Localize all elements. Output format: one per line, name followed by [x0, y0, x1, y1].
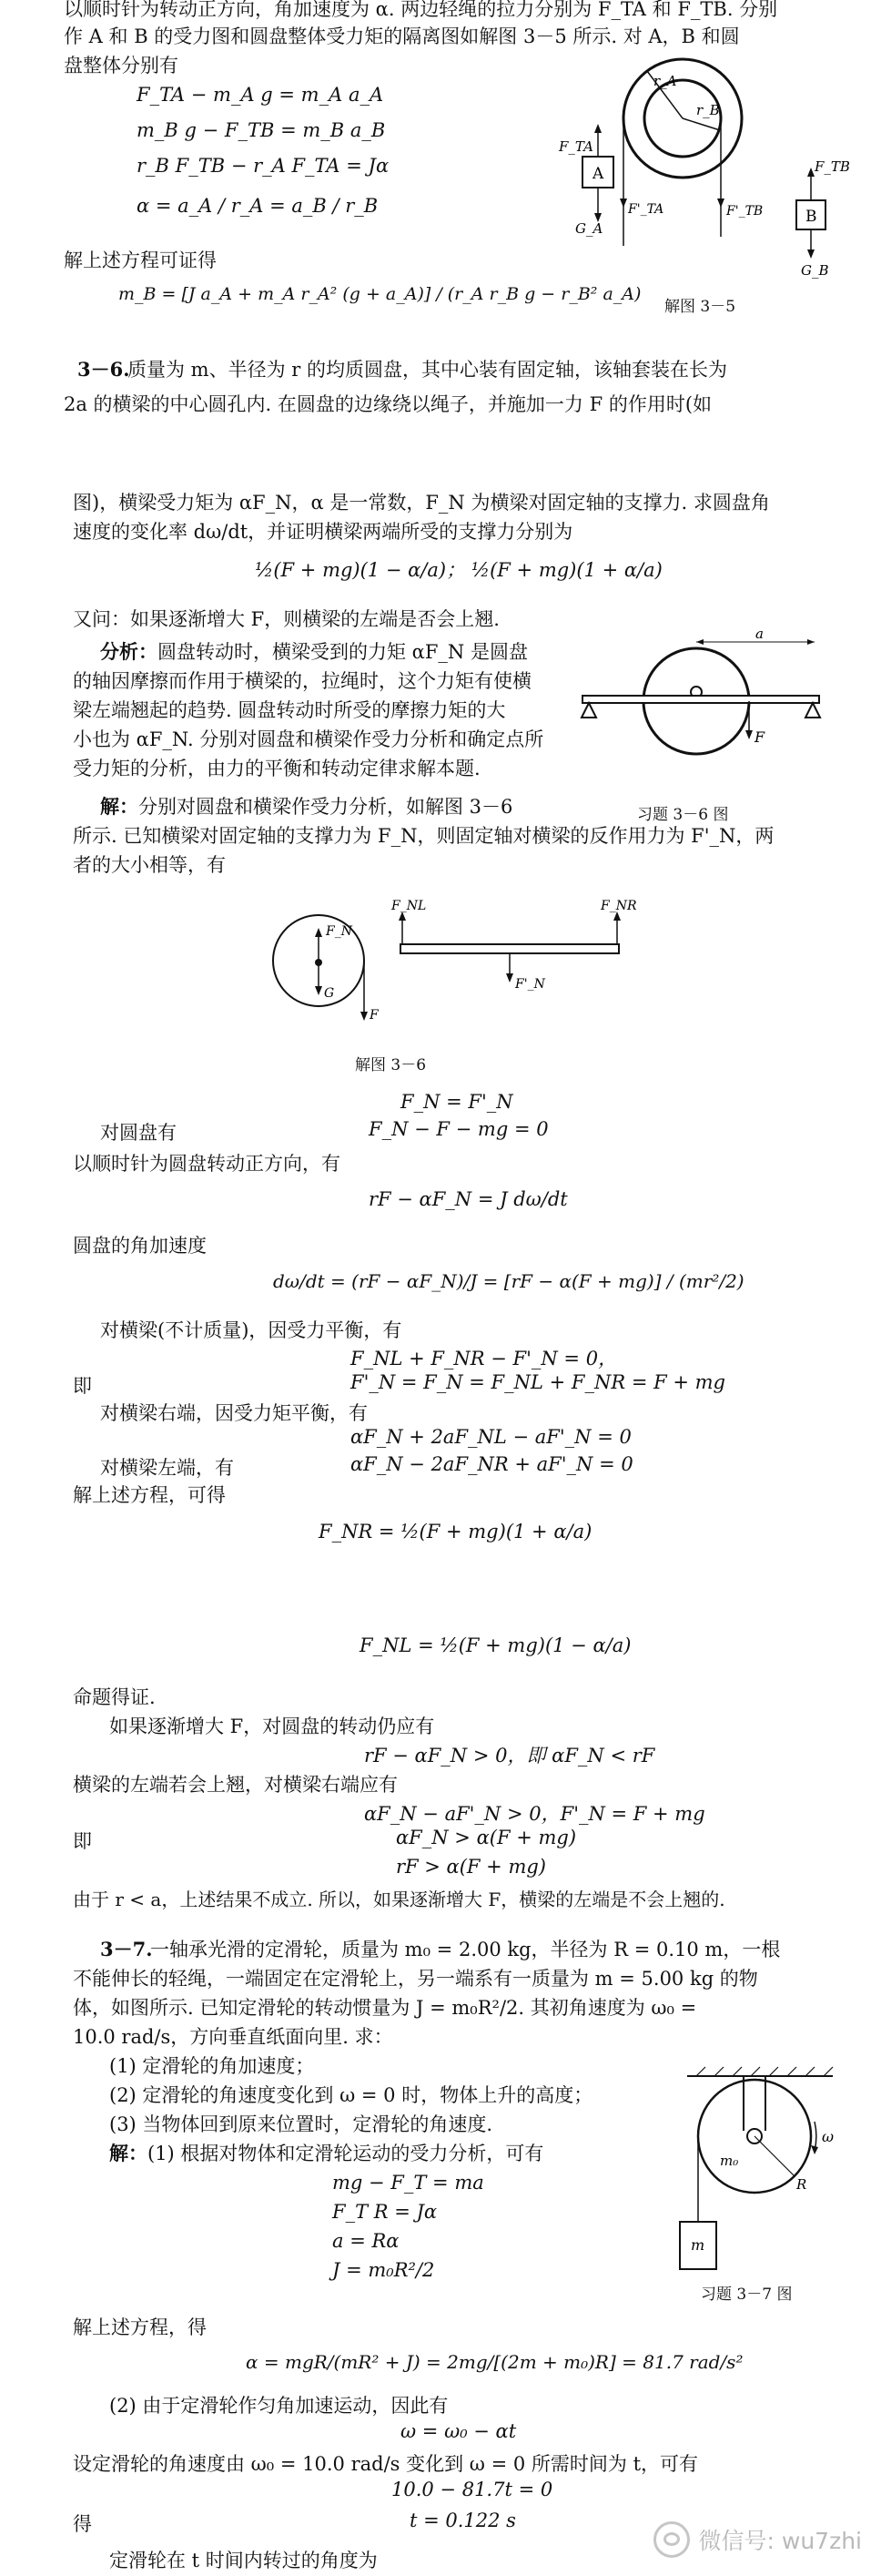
equation: F_NL + F_NR − F'_N = 0，: [350, 1348, 618, 1369]
text-line: 得: [73, 2513, 92, 2535]
equation: F_NL = ½(F + mg)(1 − α/a): [360, 1634, 632, 1656]
text-line: 的轴因摩擦而作用于横梁的，拉绳时，这个力矩有使横: [73, 670, 532, 692]
svg-text:F_TB: F_TB: [815, 158, 850, 175]
equation: F'_N = F_N = F_NL + F_NR = F + mg: [350, 1371, 725, 1393]
svg-text:a: a: [755, 626, 764, 642]
solution-text: (1) 根据对物体和定滑轮运动的受力分析，可有: [147, 2143, 544, 2164]
equation: rF − αF_N > 0，即 αF_N < rF: [364, 1745, 655, 1767]
svg-text:m: m: [691, 2236, 705, 2254]
text-line: 作 A 和 B 的受力图和圆盘整体受力矩的隔离图如解图 3－5 所示. 对 A，B 和圆: [64, 25, 740, 47]
solution-label: 解：: [109, 2142, 147, 2164]
text-line: 者的大小相等，有: [73, 854, 226, 876]
text-line: 质量为 m、半径为 r 的均质圆盘，其中心装有固定轴，该轴套装在长为: [127, 359, 727, 381]
equation: αF_N + 2aF_NL − aF'_N = 0: [350, 1426, 632, 1448]
text-line: 小也为 αF_N. 分别对圆盘和横梁作受力分析和确定点所: [73, 728, 544, 750]
text-line: 对横梁右端，因受力矩平衡，有: [100, 1402, 368, 1424]
figure-caption: 解图 3－5: [664, 298, 736, 316]
figure-3-7: [669, 2067, 851, 2304]
text-line: (2) 定滑轮的角速度变化到 ω = 0 时，物体上升的高度；: [109, 2084, 593, 2106]
text-line: 对圆盘有: [100, 1122, 177, 1144]
label-rA: r_A: [653, 73, 677, 89]
equation: r_B F_TB − r_A F_TA = Jα: [137, 155, 390, 177]
equation: F_T R = Jα: [332, 2201, 438, 2223]
equation: F_TA − m_A g = m_A a_A: [137, 84, 384, 106]
text-line: 解上述方程可证得: [64, 249, 217, 271]
analysis-label: 分析：: [100, 640, 157, 663]
svg-text:G: G: [324, 986, 335, 1001]
equation: αF_N > α(F + mg): [396, 1827, 577, 1848]
solution-label: 解：: [100, 795, 138, 818]
figure-3-6: [569, 628, 833, 792]
text-line: 横梁的左端若会上翘，对横梁右端应有: [73, 1774, 398, 1796]
figure-caption: 解图 3－6: [355, 1056, 427, 1074]
problem-number: 3－6.: [77, 358, 130, 381]
equation: F_N = F'_N: [400, 1091, 513, 1113]
equation: ½(F + mg)(1 − α/a)； ½(F + mg)(1 + α/a): [255, 559, 663, 581]
label-rB: r_B: [696, 102, 720, 118]
problem-number: 3－7.: [100, 1938, 153, 1960]
text-line: (2) 由于定滑轮作匀角加速运动，因此有: [109, 2395, 449, 2417]
text-line: 所示. 已知横梁对固定轴的支撑力为 F_N，则固定轴对横梁的反作用力为 F'_N，两: [73, 825, 775, 847]
equation: mg − F_T = ma: [332, 2172, 484, 2194]
svg-text:F'_N: F'_N: [515, 977, 545, 992]
svg-text:F'_TA: F'_TA: [628, 202, 664, 217]
text-line: 即: [73, 1375, 92, 1397]
text-line: 2a 的横梁的中心圆孔内. 在圆盘的边缘绕以绳子，并施加一力 F 的作用时(如: [64, 393, 713, 415]
equation: α = a_A / r_A = a_B / r_B: [137, 195, 379, 217]
svg-text:F: F: [755, 728, 765, 746]
figure-caption: 习题 3－7 图: [701, 2286, 793, 2304]
svg-text:A: A: [592, 165, 604, 183]
figure-3-5: [546, 55, 850, 319]
text-line: 一轴承光滑的定滑轮，质量为 m₀ = 2.00 kg，半径为 R = 0.10 m，一根: [150, 1939, 781, 1960]
figure-caption: 习题 3－6 图: [637, 806, 729, 824]
equation: dω/dt = (rF − αF_N)/J = [rF − α(F + mg)] / (mr²/2): [273, 1270, 744, 1292]
equation: α = mgR/(mR² + J) = 2mg/[(2m + m₀)R] = 81.7 rad/s²: [246, 2351, 744, 2373]
equation: 10.0 − 81.7t = 0: [391, 2479, 553, 2500]
equation: a = Rα: [332, 2230, 400, 2252]
text-line: 不能伸长的轻绳，一端固定在定滑轮上，另一端系有一质量为 m = 5.00 kg 的物: [73, 1968, 758, 1990]
text-line: 设定滑轮的角速度由 ω₀ = 10.0 rad/s 变化到 ω = 0 所需时间为 t，可有: [73, 2453, 699, 2475]
text-line: 定滑轮在 t 时间内转过的角度为: [109, 2550, 378, 2571]
equation: αF_N − 2aF_NR + aF'_N = 0: [350, 1453, 633, 1475]
equation: J = m₀R²/2: [332, 2259, 435, 2281]
svg-text:F_NR: F_NR: [601, 899, 637, 913]
watermark: [653, 2521, 862, 2558]
beam: [582, 696, 819, 703]
svg-text:G_A: G_A: [575, 220, 603, 237]
text-line: 以顺时针为圆盘转动正方向，有: [73, 1153, 340, 1175]
page-gap: [0, 1566, 871, 1621]
text-line: 对横梁左端，有: [100, 1457, 234, 1479]
watermark-text: 微信号: wu7zhi: [698, 2528, 862, 2554]
text-line: (1) 定滑轮的角加速度；: [109, 2055, 315, 2077]
equation: F_NR = ½(F + mg)(1 + α/a): [319, 1521, 592, 1543]
svg-text:F'_TB: F'_TB: [726, 204, 764, 219]
text-line: 又问：如果逐渐增大 F，则横梁的左端是否会上翘.: [73, 608, 500, 630]
svg-text:R: R: [796, 2176, 807, 2193]
text-line: 体，如图所示. 已知定滑轮的转动惯量为 J = m₀R²/2. 其初角速度为 ω₀ =: [73, 1997, 697, 2019]
text-line: 命题得证.: [73, 1686, 156, 1708]
text-line: 图)，横梁受力矩为 αF_N，α 是一常数，F_N 为横梁对固定轴的支撑力. 求圆盘角: [73, 492, 770, 514]
equation: F_N − F − mg = 0: [369, 1118, 549, 1140]
svg-text:F_TA: F_TA: [559, 138, 593, 155]
analysis-text: 圆盘转动时，横梁受到的力矩 αF_N 是圆盘: [157, 641, 528, 663]
text-line: 速度的变化率 dω/dt，并证明横梁两端所受的支撑力分别为: [73, 521, 573, 543]
equation: rF > α(F + mg): [396, 1856, 546, 1878]
text-line: 解上述方程，可得: [73, 1484, 226, 1506]
text-line: 对横梁(不计质量)，因受力平衡，有: [100, 1319, 402, 1341]
equation: rF − αF_N = J dω/dt: [369, 1188, 568, 1210]
equation: m_B = [J a_A + m_A r_A² (g + a_A)] / (r_A r_B g − r_B² a_A): [118, 284, 642, 304]
text-line: (3) 当物体回到原来位置时，定滑轮的角速度.: [109, 2113, 493, 2135]
svg-text:F_N: F_N: [326, 924, 352, 939]
text-line: 即: [73, 1830, 92, 1852]
equation: ω = ω₀ − αt: [400, 2420, 517, 2442]
beam: [400, 944, 619, 953]
text-line: 以顺时针为转动正方向，角加速度为 α. 两边轻绳的拉力分别为 F_TA 和 F_TB. 分别: [64, 0, 778, 20]
figure-solution-3-6: [246, 897, 646, 1052]
equation: αF_N − aF'_N > 0，F'_N = F + mg: [364, 1803, 705, 1825]
svg-text:ω: ω: [822, 2128, 835, 2145]
svg-text:B: B: [805, 208, 817, 226]
analysis: [100, 637, 528, 665]
solution-text: 分别对圆盘和横梁作受力分析，如解图 3－6: [138, 796, 513, 818]
svg-text:m₀: m₀: [720, 2153, 739, 2169]
equation: t = 0.122 s: [410, 2510, 516, 2531]
text-line: 10.0 rad/s，方向垂直纸面向里. 求：: [73, 2026, 393, 2048]
wechat-icon: [653, 2521, 690, 2558]
solution: [100, 792, 512, 820]
equation: m_B g − F_TB = m_B a_B: [137, 119, 386, 141]
text-line: 盘整体分别有: [64, 55, 178, 76]
page-gap: [0, 428, 871, 483]
text-line: 受力矩的分析，由力的平衡和转动定律求解本题.: [73, 758, 481, 779]
text-line: 圆盘的角加速度: [73, 1235, 207, 1257]
text-line: 解上述方程，得: [73, 2316, 207, 2338]
text-line: 如果逐渐增大 F，对圆盘的转动仍应有: [109, 1716, 435, 1737]
svg-text:F_NL: F_NL: [391, 899, 427, 913]
svg-text:F: F: [370, 1008, 379, 1023]
text-line: 梁左端翘起的趋势. 圆盘转动时所受的摩擦力矩的大: [73, 699, 506, 721]
solution: [109, 2139, 543, 2166]
text-line: 由于 r < a，上述结果不成立. 所以，如果逐渐增大 F，横梁的左端是不会上翘的.: [73, 1889, 725, 1910]
svg-text:G_B: G_B: [801, 262, 829, 279]
